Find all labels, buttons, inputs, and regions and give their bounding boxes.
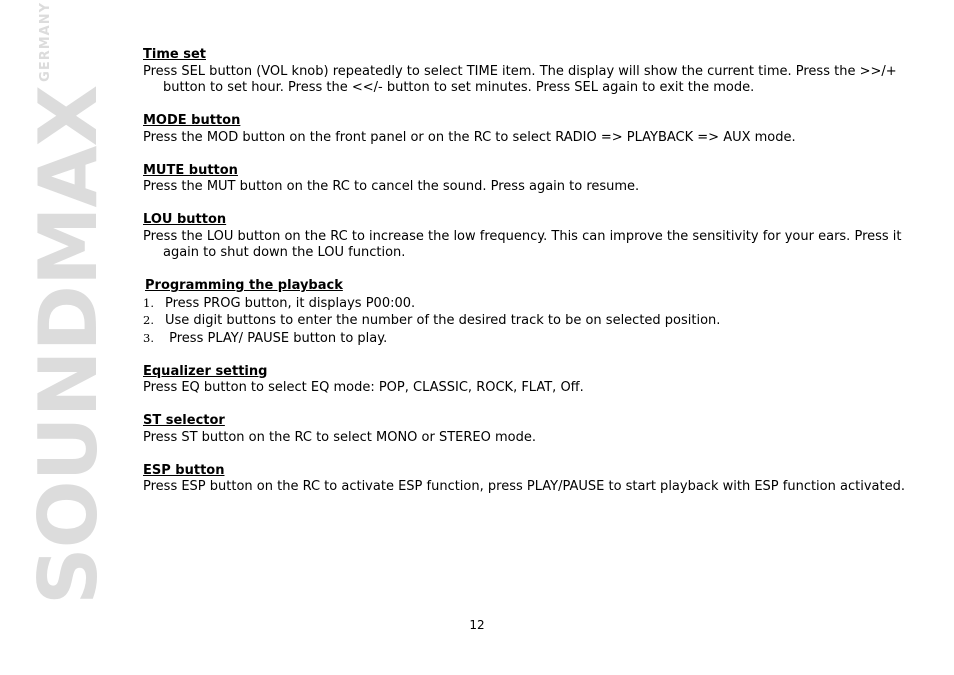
section-text: Press the MUT button on the RC to cancel the sound. Press again to resume.	[143, 179, 640, 194]
section-text: Press EQ button to select EQ mode: POP, CLASSIC, ROCK, FLAT, Off.	[143, 380, 584, 395]
list-item-text: Use digit buttons to enter the number of the desired track to be on selected position.	[165, 313, 721, 328]
section-heading: Time set	[143, 47, 206, 62]
section-heading: LOU button	[143, 212, 227, 227]
brand-name: SOUNDMAX	[22, 85, 115, 605]
section-text: Press ESP button on the RC to activate ESP function, press PLAY/PAUSE to start playback with ESP function activated.	[143, 479, 905, 494]
section-heading: MUTE button	[143, 162, 238, 178]
section-text: Press the MOD button on the front panel or on the RC to select RADIO => PLAYBACK => AUX mode.	[143, 129, 796, 145]
soundmax-watermark-logo	[22, 1, 115, 605]
list-item	[143, 295, 913, 313]
section-programming-playback	[143, 278, 913, 347]
section-heading: Programming the playback	[145, 278, 343, 293]
brand-sub: GERMANY	[38, 1, 53, 82]
section-mode-button	[143, 113, 913, 146]
section-heading: Equalizer setting	[143, 363, 268, 379]
section-heading: ST selector	[143, 413, 225, 428]
list-item-number: 2.	[143, 313, 154, 327]
manual-content	[143, 47, 913, 512]
list-item-number: 3.	[143, 330, 154, 345]
section-text: Press ST button on the RC to select MONO or STEREO mode.	[143, 429, 536, 445]
page-number: 12	[469, 618, 485, 632]
list-item	[143, 312, 913, 330]
section-esp-button	[143, 463, 913, 496]
list-item	[143, 330, 913, 348]
section-heading: MODE button	[143, 113, 241, 128]
numbered-list	[143, 295, 913, 348]
section-mute-button	[143, 163, 913, 196]
section-text: Press SEL button (VOL knob) repeatedly to select TIME item. The display will show the current time. Press the >>/+ button to set hour. Press the <</- button to set minutes. Press SEL again to exit the mode.	[143, 63, 897, 95]
section-text: Press the LOU button on the RC to increase the low frequency. This can improve the sensitivity for your ears. Press it again to shut down the LOU function.	[143, 228, 902, 260]
section-equalizer-setting	[143, 364, 913, 397]
section-st-selector	[143, 413, 913, 446]
list-item-text: Press PLAY/ PAUSE button to play.	[165, 330, 388, 346]
section-heading: ESP button	[143, 462, 225, 478]
list-item-number: 1.	[143, 295, 154, 310]
section-time-set	[143, 47, 913, 97]
section-lou-button	[143, 212, 913, 262]
list-item-text: Press PROG button, it displays P00:00.	[165, 295, 416, 311]
